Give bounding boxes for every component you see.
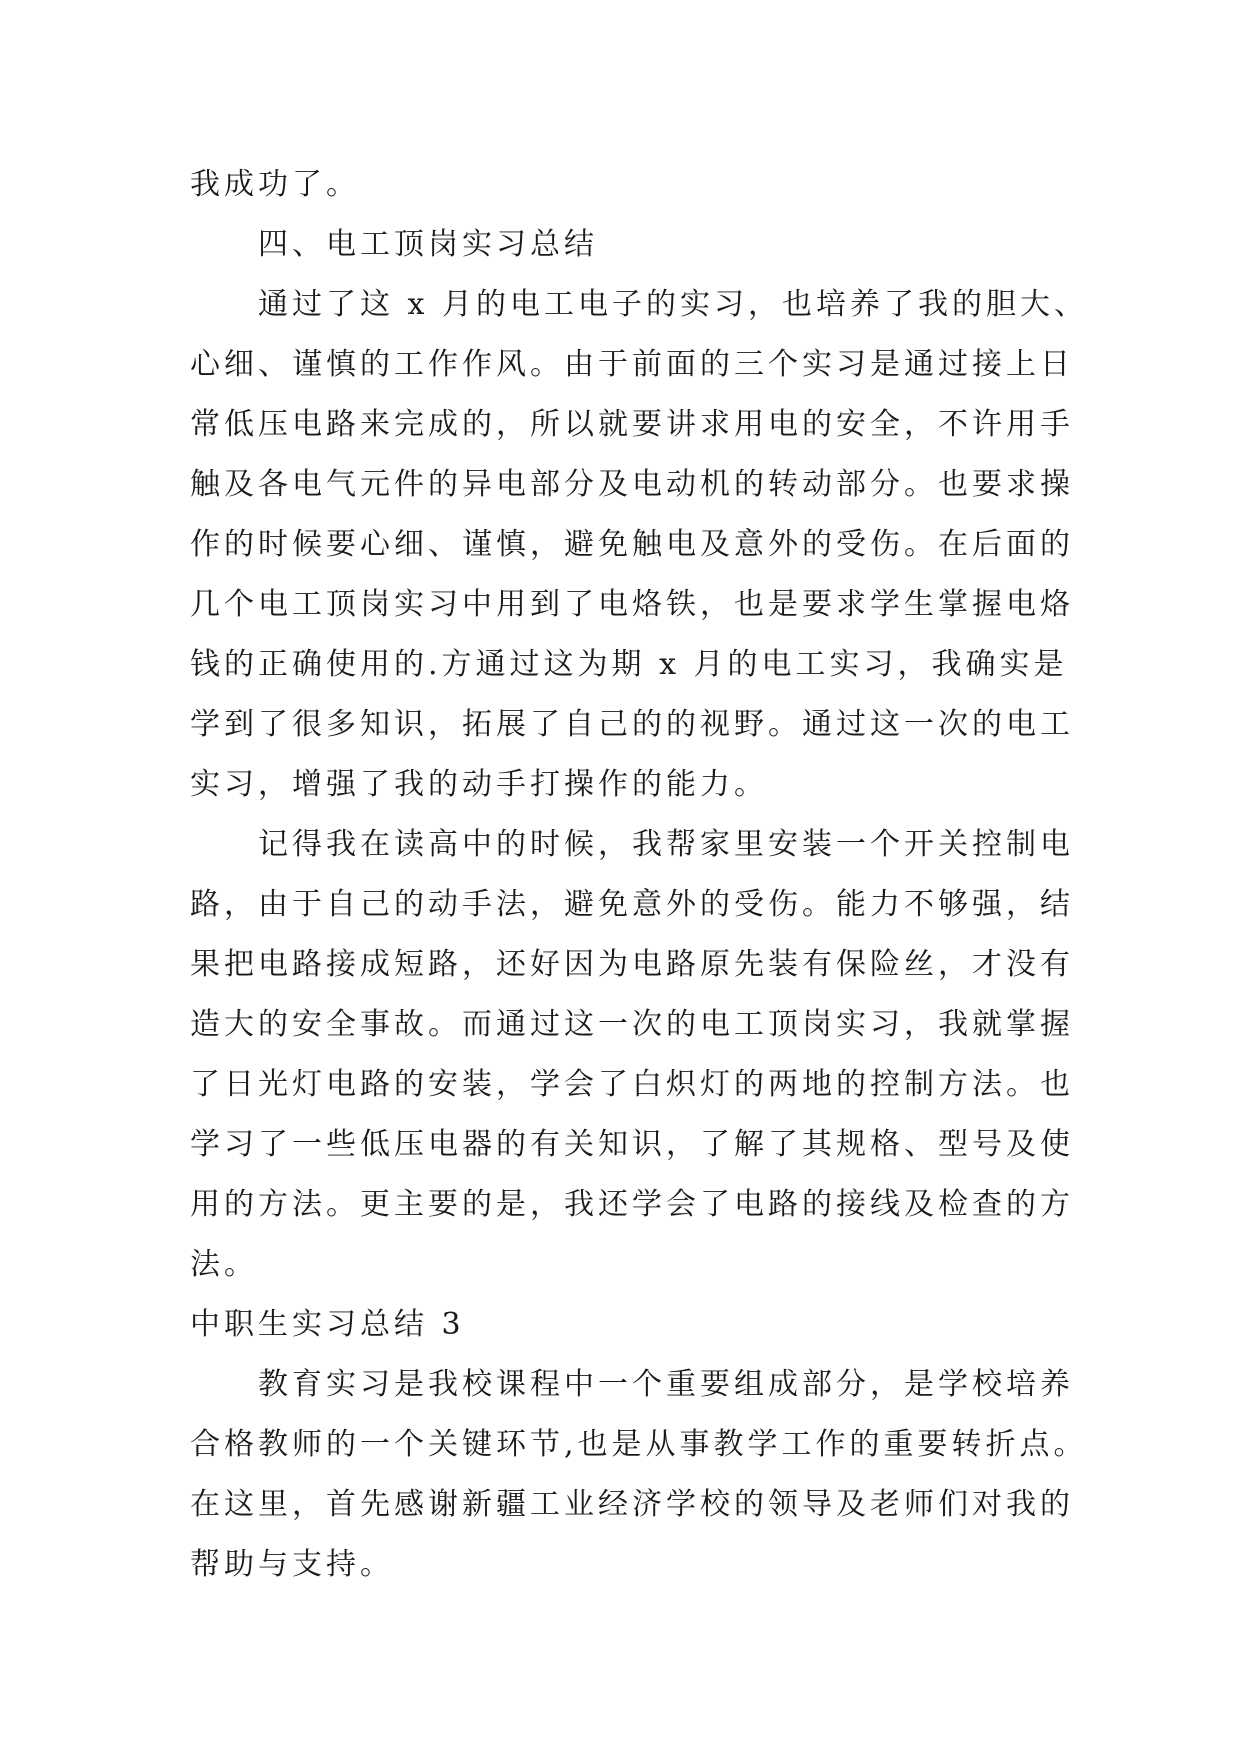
text-line: 合格教师的一个关键环节,也是从事教学工作的重要转折点。 — [190, 1427, 1088, 1462]
text-line: 我成功了。 — [190, 167, 360, 202]
text-line: 作的时候要心细、谨慎，避免触电及意外的受伤。在后面的 — [190, 527, 1074, 562]
text-line: 用的方法。更主要的是，我还学会了电路的接线及检查的方 — [190, 1187, 1074, 1222]
text-line: 常低压电路来完成的，所以就要讲求用电的安全，不许用手 — [190, 407, 1074, 442]
text-line: 教育实习是我校课程中一个重要组成部分，是学校培养 — [258, 1367, 1074, 1402]
text-line: 几个电工顶岗实习中用到了电烙铁，也是要求学生掌握电烙 — [190, 587, 1074, 622]
text-line: 路，由于自己的动手法，避免意外的受伤。能力不够强，结 — [190, 887, 1074, 922]
section-heading: 四、电工顶岗实习总结 — [258, 227, 598, 262]
text-line: 在这里，首先感谢新疆工业经济学校的领导及老师们对我的 — [190, 1487, 1074, 1522]
text-line: 学习了一些低压电器的有关知识，了解了其规格、型号及使 — [190, 1127, 1074, 1162]
text-line: 实习，增强了我的动手打操作的能力。 — [190, 767, 768, 802]
text-line: 通过了这 x 月的电工电子的实习，也培养了我的胆大、 — [258, 287, 1088, 322]
text-line: 帮助与支持。 — [190, 1547, 394, 1582]
text-line: 法。 — [190, 1247, 258, 1282]
text-line: 记得我在读高中的时候，我帮家里安装一个开关控制电 — [258, 827, 1074, 862]
document-title: 中职生实习总结 3 — [190, 1307, 465, 1342]
text-line: 钱的正确使用的.方通过这为期 x 月的电工实习，我确实是 — [190, 647, 1068, 682]
text-line: 学到了很多知识，拓展了自己的的视野。通过这一次的电工 — [190, 707, 1074, 742]
text-line: 果把电路接成短路，还好因为电路原先装有保险丝，才没有 — [190, 947, 1074, 982]
text-line: 了日光灯电路的安装，学会了白炽灯的两地的控制方法。也 — [190, 1067, 1074, 1102]
text-line: 造大的安全事故。而通过这一次的电工顶岗实习，我就掌握 — [190, 1007, 1074, 1042]
document-body — [190, 155, 1088, 1595]
text-line: 触及各电气元件的异电部分及电动机的转动部分。也要求操 — [190, 467, 1074, 502]
text-line: 心细、谨慎的工作作风。由于前面的三个实习是通过接上日 — [190, 347, 1074, 382]
